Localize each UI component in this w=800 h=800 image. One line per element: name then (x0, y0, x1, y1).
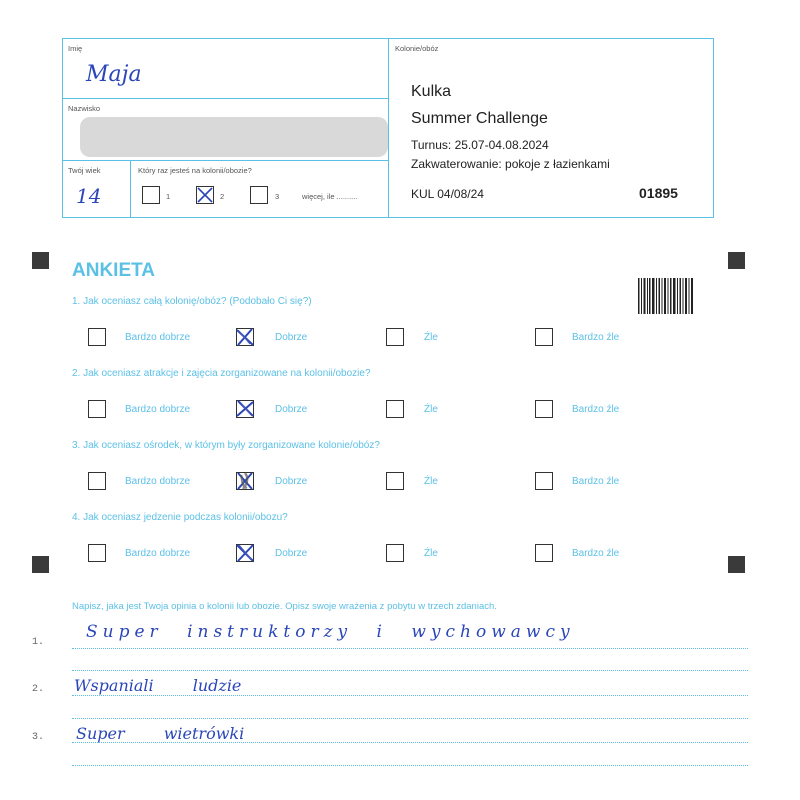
age-label: Twój wiek (68, 166, 101, 175)
q3-option-zle: Źle (424, 476, 438, 487)
divider-surname (62, 160, 389, 161)
q2-checkbox-bardzo-dobrze[interactable] (88, 400, 106, 418)
q3-checkbox-bardzo-dobrze[interactable] (88, 472, 106, 490)
opinion-line-3-dots-a (72, 742, 748, 743)
times-checkbox-2[interactable] (196, 186, 214, 204)
q1-checkbox-zle[interactable] (386, 328, 404, 346)
q1-option-bardzo-zle: Bardzo źle (572, 332, 620, 343)
opinion-line-1-dots-b (72, 670, 748, 671)
surname-label: Nazwisko (68, 104, 101, 113)
q2-option-bardzo-zle: Bardzo źle (572, 404, 620, 415)
camp-name-line2: Summer Challenge (411, 110, 548, 127)
q1-checkbox-dobrze[interactable] (236, 328, 254, 346)
q4-option-bardzo-dobrze: Bardzo dobrze (125, 548, 191, 559)
q3-checkbox-zle[interactable] (386, 472, 404, 490)
survey-title: ANKIETA (72, 260, 156, 281)
q3-option-bardzo-zle: Bardzo źle (572, 476, 620, 487)
opinion-line-3-dots-b (72, 765, 748, 766)
barcode-icon (638, 278, 694, 314)
q4-option-dobrze: Dobrze (275, 548, 308, 559)
q3-checkbox-bardzo-zle[interactable] (535, 472, 553, 490)
camp-name-line1: Kulka (411, 83, 452, 100)
times-checkbox-1[interactable] (142, 186, 160, 204)
q2-option-bardzo-dobrze: Bardzo dobrze (125, 404, 191, 415)
name-value[interactable]: Maja (86, 62, 142, 87)
q1-option-bardzo-dobrze: Bardzo dobrze (125, 332, 191, 343)
opinion-prompt: Napisz, jaka jest Twoja opinia o kolonii lub obozie. Opisz swoje wrażenia z pobytu w trzech zdaniach. (72, 601, 497, 612)
times-option-2: 2 (220, 192, 225, 201)
q4-checkbox-bardzo-dobrze[interactable] (88, 544, 106, 562)
registration-marker-bottom-right (728, 556, 745, 573)
times-option-1: 1 (166, 192, 171, 201)
opinion-line-2-dots-a (72, 695, 748, 696)
divider-age (130, 160, 131, 218)
opinion-line-3-text[interactable]: Super wietrówki (76, 724, 245, 743)
age-value[interactable]: 14 (76, 184, 102, 208)
q1-option-dobrze: Dobrze (275, 332, 308, 343)
checkmark-x-icon (235, 327, 255, 347)
camp-code: KUL 04/08/24 (411, 187, 484, 201)
q3-option-dobrze: Dobrze (275, 476, 308, 487)
q4-checkbox-zle[interactable] (386, 544, 404, 562)
opinion-line-2-text[interactable]: Wspaniali ludzie (74, 676, 242, 695)
q2-checkbox-zle[interactable] (386, 400, 404, 418)
opinion-line-1-dots-a (72, 648, 748, 649)
registration-marker-top-right (728, 252, 745, 269)
q4-option-bardzo-zle: Bardzo źle (572, 548, 620, 559)
divider-name (62, 98, 389, 99)
q2-option-dobrze: Dobrze (275, 404, 308, 415)
opinion-line-1-number: 1. (32, 637, 45, 648)
times-more-label: więcej, ile .......... (302, 192, 358, 201)
registration-marker-bottom-left (32, 556, 49, 573)
checkmark-x-icon (196, 186, 214, 204)
checkmark-x-icon (235, 470, 255, 492)
registration-marker-top-left (32, 252, 49, 269)
times-option-3: 3 (275, 192, 280, 201)
opinion-line-1-text[interactable]: Super instruktorzy i wychowawcy (86, 622, 575, 642)
q1-checkbox-bardzo-dobrze[interactable] (88, 328, 106, 346)
q3-checkbox-dobrze[interactable] (236, 472, 254, 490)
question-1-text: 1. Jak oceniasz całą kolonię/obóz? (Podobało Ci się?) (72, 296, 312, 307)
q1-checkbox-bardzo-zle[interactable] (535, 328, 553, 346)
opinion-line-2-dots-b (72, 718, 748, 719)
question-3-text: 3. Jak oceniasz ośrodek, w którym były zorganizowane kolonie/obóz? (72, 440, 380, 451)
q4-checkbox-bardzo-zle[interactable] (535, 544, 553, 562)
q3-option-bardzo-dobrze: Bardzo dobrze (125, 476, 191, 487)
times-checkbox-3[interactable] (250, 186, 268, 204)
turnus: Turnus: 25.07-04.08.2024 (411, 138, 549, 152)
q2-option-zle: Źle (424, 404, 438, 415)
q2-checkbox-dobrze[interactable] (236, 400, 254, 418)
q4-option-zle: Źle (424, 548, 438, 559)
question-2-text: 2. Jak oceniasz atrakcje i zajęcia zorganizowane na kolonii/obozie? (72, 368, 371, 379)
checkmark-x-icon (235, 543, 255, 563)
form-number: 01895 (639, 185, 678, 201)
surname-redaction (80, 117, 388, 157)
accommodation: Zakwaterowanie: pokoje z łazienkami (411, 157, 610, 171)
opinion-line-2-number: 2. (32, 684, 45, 695)
q2-checkbox-bardzo-zle[interactable] (535, 400, 553, 418)
opinion-line-3-number: 3. (32, 732, 45, 743)
camp-label: Kolonie/obóz (395, 44, 439, 53)
q1-option-zle: Źle (424, 332, 438, 343)
name-label: Imię (68, 44, 83, 53)
question-4-text: 4. Jak oceniasz jedzenie podczas kolonii/obozu? (72, 512, 288, 523)
q4-checkbox-dobrze[interactable] (236, 544, 254, 562)
times-label: Który raz jesteś na kolonii/obozie? (138, 166, 252, 175)
checkmark-x-icon (235, 399, 255, 419)
